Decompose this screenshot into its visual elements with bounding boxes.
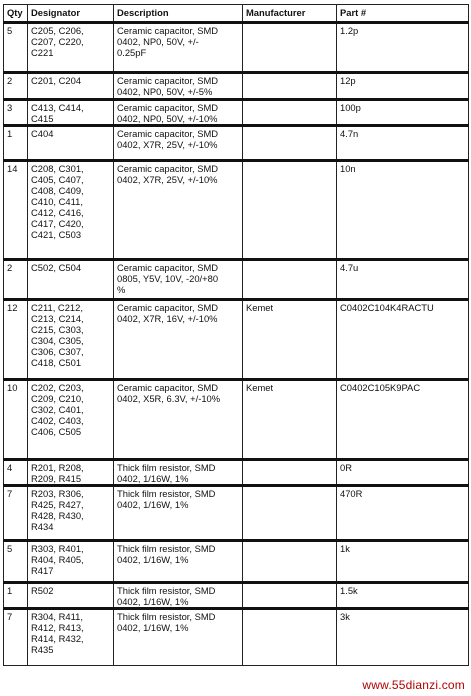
cell-description-text: Ceramic capacitor, SMD 0402, NP0, 50V, +/- 0.25pF: [117, 25, 219, 58]
table-header-row: [4, 5, 469, 23]
cell-description-text: Ceramic capacitor, SMD 0805, Y5V, 10V, -20/+80 %: [117, 262, 219, 295]
bom-table: [3, 4, 469, 666]
cell-qty: [4, 161, 28, 260]
cell-part-number-text: 3k: [340, 611, 350, 622]
table-row: [4, 73, 469, 100]
table-row: [4, 126, 469, 161]
cell-qty: [4, 486, 28, 541]
cell-designator-text: R303, R401, R404, R405, R417: [31, 543, 84, 576]
cell-qty-text: 7: [7, 488, 13, 499]
cell-qty-text: 10: [7, 382, 18, 393]
cell-designator-text: R502: [31, 585, 54, 596]
site-watermark: www.55dianzi.com: [362, 678, 465, 692]
cell-part-number: [337, 260, 469, 300]
cell-designator-text: R201, R208, R209, R415: [31, 462, 84, 484]
cell-manufacturer-text: Kemet: [246, 302, 274, 313]
cell-qty: [4, 23, 28, 73]
cell-part-number-text: 4.7u: [340, 262, 359, 273]
cell-part-number-text: 10n: [340, 163, 356, 174]
cell-designator: [28, 486, 114, 541]
cell-designator: [28, 609, 114, 666]
cell-qty: [4, 541, 28, 583]
cell-qty-text: 1: [7, 128, 13, 139]
cell-qty: [4, 380, 28, 460]
cell-designator-text: C211, C212, C213, C214, C215, C303, C304, C305, C306, C307, C418, C501: [31, 302, 84, 368]
cell-manufacturer: [243, 126, 337, 161]
cell-part-number: [337, 161, 469, 260]
table-row: [4, 583, 469, 609]
table-row: [4, 380, 469, 460]
table-body: [4, 23, 469, 666]
table-row: [4, 300, 469, 380]
cell-description: [114, 486, 243, 541]
cell-part-number-text: 0R: [340, 462, 352, 473]
cell-manufacturer-text: Kemet: [246, 382, 274, 393]
cell-designator: [28, 126, 114, 161]
cell-part-number: [337, 460, 469, 486]
cell-manufacturer: [243, 486, 337, 541]
cell-designator: [28, 460, 114, 486]
cell-part-number-text: C0402C104K4RACTU: [340, 302, 434, 313]
cell-qty: [4, 73, 28, 100]
cell-part-number: [337, 609, 469, 666]
cell-description-text: Ceramic capacitor, SMD 0402, X7R, 16V, +/-10%: [117, 302, 219, 324]
cell-manufacturer: [243, 260, 337, 300]
cell-qty-text: 5: [7, 543, 13, 554]
cell-qty-text: 12: [7, 302, 18, 313]
table-row: [4, 486, 469, 541]
cell-part-number-text: 470R: [340, 488, 363, 499]
cell-designator: [28, 73, 114, 100]
cell-part-number-text: 12p: [340, 75, 356, 86]
cell-part-number-text: 4.7n: [340, 128, 359, 139]
cell-description-text: Thick film resistor, SMD 0402, 1/16W, 1%: [117, 488, 216, 510]
cell-qty: [4, 583, 28, 609]
cell-designator-text: C413, C414, C415: [31, 102, 84, 124]
cell-designator-text: C205, C206, C207, C220, C221: [31, 25, 84, 58]
cell-manufacturer: [243, 23, 337, 73]
cell-qty: [4, 300, 28, 380]
cell-designator: [28, 541, 114, 583]
cell-designator-text: C502, C504: [31, 262, 82, 273]
cell-description: [114, 126, 243, 161]
cell-description-text: Thick film resistor, SMD 0402, 1/16W, 1%: [117, 543, 216, 565]
cell-part-number: [337, 126, 469, 161]
cell-qty: [4, 460, 28, 486]
cell-part-number-text: 1.2p: [340, 25, 359, 36]
cell-part-number: [337, 23, 469, 73]
cell-description: [114, 100, 243, 126]
cell-qty: [4, 126, 28, 161]
cell-part-number: [337, 486, 469, 541]
cell-part-number: [337, 73, 469, 100]
cell-qty: [4, 100, 28, 126]
cell-part-number: [337, 380, 469, 460]
cell-designator: [28, 260, 114, 300]
cell-designator-text: C208, C301, C405, C407, C408, C409, C410, C411, C412, C416, C417, C420, C421, C503: [31, 163, 84, 240]
cell-manufacturer: [243, 300, 337, 380]
cell-manufacturer: [243, 460, 337, 486]
cell-description: [114, 23, 243, 73]
cell-manufacturer: [243, 583, 337, 609]
cell-part-number: [337, 541, 469, 583]
cell-designator-text: R203, R306, R425, R427, R428, R430, R434: [31, 488, 84, 532]
cell-qty: [4, 260, 28, 300]
header-part-number: Part #: [337, 5, 469, 23]
bom-page: [3, 4, 468, 666]
cell-manufacturer: [243, 541, 337, 583]
cell-designator: [28, 300, 114, 380]
header-qty: Qty: [4, 5, 28, 23]
cell-qty-text: 1: [7, 585, 13, 596]
cell-part-number-text: 100p: [340, 102, 361, 113]
cell-qty-text: 7: [7, 611, 13, 622]
table-row: [4, 460, 469, 486]
table-row: [4, 100, 469, 126]
table-row: [4, 541, 469, 583]
cell-part-number: [337, 300, 469, 380]
cell-part-number-text: 1.5k: [340, 585, 358, 596]
cell-qty-text: 2: [7, 262, 13, 273]
cell-description: [114, 380, 243, 460]
cell-description: [114, 583, 243, 609]
cell-designator: [28, 583, 114, 609]
cell-qty-text: 2: [7, 75, 13, 86]
cell-description-text: Ceramic capacitor, SMD 0402, X7R, 25V, +/-10%: [117, 128, 219, 150]
cell-description: [114, 260, 243, 300]
header-description: Description: [114, 5, 243, 23]
cell-description-text: Thick film resistor, SMD 0402, 1/16W, 1%: [117, 585, 216, 607]
cell-designator: [28, 380, 114, 460]
cell-description-text: Ceramic capacitor, SMD 0402, X5R, 6.3V, +/-10%: [117, 382, 221, 404]
cell-designator: [28, 100, 114, 126]
header-designator: Designator: [28, 5, 114, 23]
cell-part-number: [337, 100, 469, 126]
cell-description-text: Thick film resistor, SMD 0402, 1/16W, 1%: [117, 611, 216, 633]
table-row: [4, 609, 469, 666]
header-manufacturer: Manufacturer: [243, 5, 337, 23]
cell-designator-text: C202, C203, C209, C210, C302, C401, C402, C403, C406, C505: [31, 382, 84, 437]
cell-manufacturer: [243, 161, 337, 260]
cell-qty-text: 5: [7, 25, 13, 36]
table-row: [4, 161, 469, 260]
cell-part-number-text: C0402C105K9PAC: [340, 382, 421, 393]
cell-part-number: [337, 583, 469, 609]
cell-designator-text: R304, R411, R412, R413, R414, R432, R435: [31, 611, 84, 655]
cell-qty: [4, 609, 28, 666]
cell-description: [114, 541, 243, 583]
cell-description: [114, 73, 243, 100]
cell-designator: [28, 23, 114, 73]
cell-qty-text: 14: [7, 163, 18, 174]
cell-qty-text: 4: [7, 462, 13, 473]
cell-description: [114, 460, 243, 486]
cell-designator-text: C404: [31, 128, 54, 139]
cell-description: [114, 609, 243, 666]
cell-manufacturer: [243, 100, 337, 126]
cell-designator-text: C201, C204: [31, 75, 82, 86]
cell-description-text: Ceramic capacitor, SMD 0402, NP0, 50V, +/-5%: [117, 75, 219, 97]
cell-qty-text: 3: [7, 102, 13, 113]
table-row: [4, 23, 469, 73]
cell-description-text: Ceramic capacitor, SMD 0402, NP0, 50V, +/-10%: [117, 102, 219, 124]
cell-designator: [28, 161, 114, 260]
cell-description: [114, 300, 243, 380]
cell-manufacturer: [243, 73, 337, 100]
cell-manufacturer: [243, 380, 337, 460]
table-row: [4, 260, 469, 300]
cell-description: [114, 161, 243, 260]
cell-part-number-text: 1k: [340, 543, 350, 554]
cell-manufacturer: [243, 609, 337, 666]
cell-description-text: Ceramic capacitor, SMD 0402, X7R, 25V, +/-10%: [117, 163, 219, 185]
cell-description-text: Thick film resistor, SMD 0402, 1/16W, 1%: [117, 462, 216, 484]
